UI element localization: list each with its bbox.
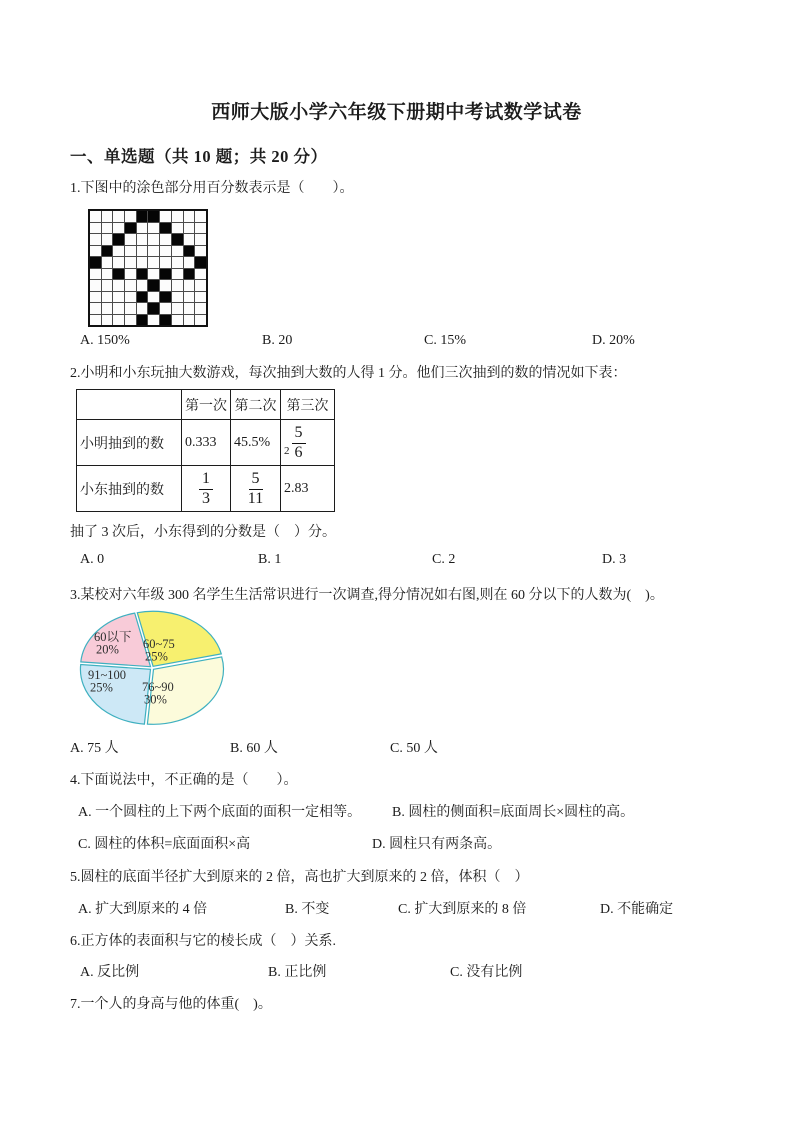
grid-cell <box>137 257 148 268</box>
grid-cell <box>148 223 159 234</box>
grid-cell <box>184 223 195 234</box>
grid-cell <box>148 234 159 245</box>
grid-cell <box>195 269 206 280</box>
grid-cell <box>90 211 101 222</box>
grid-cell <box>184 292 195 303</box>
grid-cell <box>184 234 195 245</box>
grid-cell-shaded <box>172 234 183 245</box>
grid-cell-shaded <box>113 269 124 280</box>
q4-options-row1 <box>0 801 793 819</box>
q1-option-a: A. 150% <box>80 333 130 348</box>
section-heading: 一、单选题（共 10 题；共 20 分） <box>70 147 328 166</box>
pie-slice-label: 60以下 <box>94 630 132 644</box>
q5-option-d: D. 不能确定 <box>600 902 674 917</box>
grid-cell <box>160 303 171 314</box>
grid-cell <box>195 303 206 314</box>
grid-cell <box>125 269 136 280</box>
grid-cell <box>102 315 113 326</box>
q4-stem: 4.下面说法中，不正确的是（ ）。 <box>70 773 298 788</box>
grid-cell <box>102 223 113 234</box>
q3-option-b: B. 60 人 <box>230 741 278 756</box>
q2-row1-c1: 0.333 <box>182 420 231 466</box>
grid-cell-shaded <box>137 315 148 326</box>
grid-cell <box>195 246 206 257</box>
grid-cell <box>102 292 113 303</box>
grid-cell <box>184 257 195 268</box>
grid-cell <box>137 223 148 234</box>
q3-score-pie-chart <box>75 608 235 738</box>
q5-option-b: B. 不变 <box>285 902 330 917</box>
grid-cell <box>172 315 183 326</box>
q2-th-third: 第三次 <box>281 390 335 420</box>
grid-cell <box>90 234 101 245</box>
q4-options-row2 <box>0 833 793 851</box>
grid-cell-shaded <box>160 269 171 280</box>
q5-option-a: A. 扩大到原来的 4 倍 <box>78 902 208 917</box>
grid-cell <box>184 303 195 314</box>
grid-cell <box>90 223 101 234</box>
grid-cell <box>125 315 136 326</box>
grid-cell <box>102 303 113 314</box>
grid-cell <box>102 234 113 245</box>
q4-option-d: D. 圆柱只有两条高。 <box>372 837 502 852</box>
q6-option-c: C. 没有比例 <box>450 965 523 980</box>
q3-options <box>0 737 793 755</box>
grid-cell <box>148 246 159 257</box>
grid-cell <box>113 246 124 257</box>
grid-cell-shaded <box>113 234 124 245</box>
grid-cell <box>125 280 136 291</box>
grid-cell <box>125 257 136 268</box>
grid-cell <box>125 292 136 303</box>
grid-cell <box>113 292 124 303</box>
grid-cell <box>148 257 159 268</box>
q4-option-b: B. 圆柱的侧面积=底面周长×圆柱的高。 <box>392 805 635 820</box>
q2-table-row-xiaodong <box>77 466 335 512</box>
grid-cell <box>102 257 113 268</box>
q3-option-c: C. 50 人 <box>390 741 438 756</box>
q2-followup: 抽了 3 次后，小东得到的分数是（ ）分。 <box>70 525 336 540</box>
q2-table-header-row <box>77 390 335 420</box>
q2-row1-c3 <box>281 420 335 466</box>
grid-cell <box>184 280 195 291</box>
grid-cell <box>160 257 171 268</box>
q1-percent-grid-figure <box>88 209 208 327</box>
fraction-5-11: $\frac{5}{11}$ <box>247 469 264 507</box>
grid-cell <box>195 223 206 234</box>
q2-row1-c2: 45.5% <box>231 420 281 466</box>
grid-cell <box>160 246 171 257</box>
fraction-5-6: $\frac{5}{6}$ <box>292 425 306 461</box>
grid-cell <box>125 303 136 314</box>
grid-cell <box>172 223 183 234</box>
q6-option-b: B. 正比例 <box>268 965 327 980</box>
q1-option-d: D. 20% <box>592 333 635 348</box>
grid-cell-shaded <box>90 257 101 268</box>
q1-options <box>0 333 793 351</box>
grid-cell <box>102 269 113 280</box>
grid-cell <box>102 211 113 222</box>
grid-cell-shaded <box>148 303 159 314</box>
q2-row2-c3: 2.83 <box>281 466 335 512</box>
grid-cell <box>184 211 195 222</box>
q2-option-b: B. 1 <box>258 552 282 567</box>
q5-options <box>0 898 793 916</box>
grid-cell <box>160 211 171 222</box>
q5-option-c: C. 扩大到原来的 8 倍 <box>398 902 527 917</box>
q6-option-a: A. 反比例 <box>80 965 140 980</box>
q2-option-d: D. 3 <box>602 552 627 567</box>
q7-stem: 7.一个人的身高与他的体重( )。 <box>70 997 272 1012</box>
grid-cell-shaded <box>195 257 206 268</box>
grid-cell <box>90 292 101 303</box>
grid-cell <box>195 234 206 245</box>
q2-row2-c2 <box>231 466 281 512</box>
q2-row1-label: 小明抽到的数 <box>77 420 182 466</box>
grid-cell-shaded <box>137 269 148 280</box>
q6-stem: 6.正方体的表面积与它的棱长成（ ）关系. <box>70 934 336 949</box>
q3-option-a: A. 75 人 <box>70 741 119 756</box>
grid-cell-shaded <box>125 223 136 234</box>
grid-cell <box>148 292 159 303</box>
grid-cell <box>90 269 101 280</box>
page-title: 西师大版小学六年级下册期中考试数学试卷 <box>211 102 582 123</box>
grid-cell <box>90 246 101 257</box>
grid-cell-shaded <box>160 223 171 234</box>
grid-cell <box>113 303 124 314</box>
grid-cell <box>195 315 206 326</box>
q1-option-b: B. 20 <box>262 333 293 348</box>
q5-stem: 5.圆柱的底面半径扩大到原来的 2 倍，高也扩大到原来的 2 倍，体积（ ） <box>70 870 529 885</box>
grid-cell <box>113 280 124 291</box>
grid-cell-shaded <box>102 246 113 257</box>
q2-table-row-xiaoming <box>77 420 335 466</box>
grid-cell <box>90 315 101 326</box>
q2-stem: 2.小明和小东玩抽大数游戏，每次抽到大数的人得 1 分。他们三次抽到的数的情况如下表： <box>70 366 627 381</box>
grid-cell <box>113 315 124 326</box>
q2-table <box>76 389 335 512</box>
grid-cell <box>102 280 113 291</box>
q4-option-c: C. 圆柱的体积=底面面积×高 <box>78 837 251 852</box>
grid-cell-shaded <box>137 292 148 303</box>
pie-slice-label: 25% <box>90 680 113 695</box>
q2-row2-label: 小东抽到的数 <box>77 466 182 512</box>
pie-slice-label: 30% <box>144 692 167 707</box>
grid-cell <box>148 269 159 280</box>
pie-slice-label: 60~75 <box>143 637 175 651</box>
grid-cell <box>172 246 183 257</box>
q1-stem: 1.下图中的涂色部分用百分数表示是（ ）。 <box>70 181 354 196</box>
grid-cell-shaded <box>160 292 171 303</box>
grid-cell <box>125 234 136 245</box>
grid-cell <box>113 223 124 234</box>
q2-th-second: 第二次 <box>231 390 281 420</box>
grid-cell <box>113 257 124 268</box>
grid-cell-shaded <box>148 280 159 291</box>
grid-cell-shaded <box>184 246 195 257</box>
q2-option-c: C. 2 <box>432 552 456 567</box>
grid-cell <box>184 315 195 326</box>
grid-cell <box>90 280 101 291</box>
grid-cell <box>113 211 124 222</box>
pie-slice-label: 20% <box>96 642 119 657</box>
grid-cell-shaded <box>184 269 195 280</box>
grid-cell <box>137 280 148 291</box>
q3-stem: 3.某校对六年级 300 名学生生活常识进行一次调查,得分情况如右图,则在 60 分以下的人数为( )。 <box>70 588 664 603</box>
grid-cell <box>90 303 101 314</box>
grid-cell <box>172 280 183 291</box>
grid-cell <box>148 315 159 326</box>
q2-row2-c1 <box>182 466 231 512</box>
grid-cell <box>125 246 136 257</box>
grid-cell <box>172 269 183 280</box>
grid-cell <box>172 292 183 303</box>
q6-options <box>0 961 793 979</box>
grid-cell <box>160 234 171 245</box>
q2-th-blank <box>77 390 182 420</box>
grid-cell <box>160 280 171 291</box>
pie-slice-label: 76~90 <box>142 680 174 694</box>
pie-slice-label: 25% <box>145 649 168 664</box>
q2-options <box>0 552 793 570</box>
q2-th-first: 第一次 <box>182 390 231 420</box>
grid-cell <box>125 211 136 222</box>
fraction-1-3: $\frac{1}{3}$ <box>199 471 213 507</box>
mixed-number-whole: 2 <box>284 444 290 457</box>
grid-cell <box>137 234 148 245</box>
grid-cell <box>172 257 183 268</box>
q4-option-a: A. 一个圆柱的上下两个底面的面积一定相等。 <box>78 805 362 820</box>
grid-cell <box>172 303 183 314</box>
grid-cell <box>172 211 183 222</box>
q1-option-c: C. 15% <box>424 333 466 348</box>
grid-cell <box>137 246 148 257</box>
grid-cell-shaded <box>137 211 148 222</box>
pie-slice-label: 91~100 <box>88 668 127 682</box>
grid-cell <box>195 211 206 222</box>
grid-cell-shaded <box>148 211 159 222</box>
q2-option-a: A. 0 <box>80 552 105 567</box>
grid-cell <box>195 280 206 291</box>
grid-cell <box>195 292 206 303</box>
grid-cell-shaded <box>160 315 171 326</box>
grid-cell <box>137 303 148 314</box>
